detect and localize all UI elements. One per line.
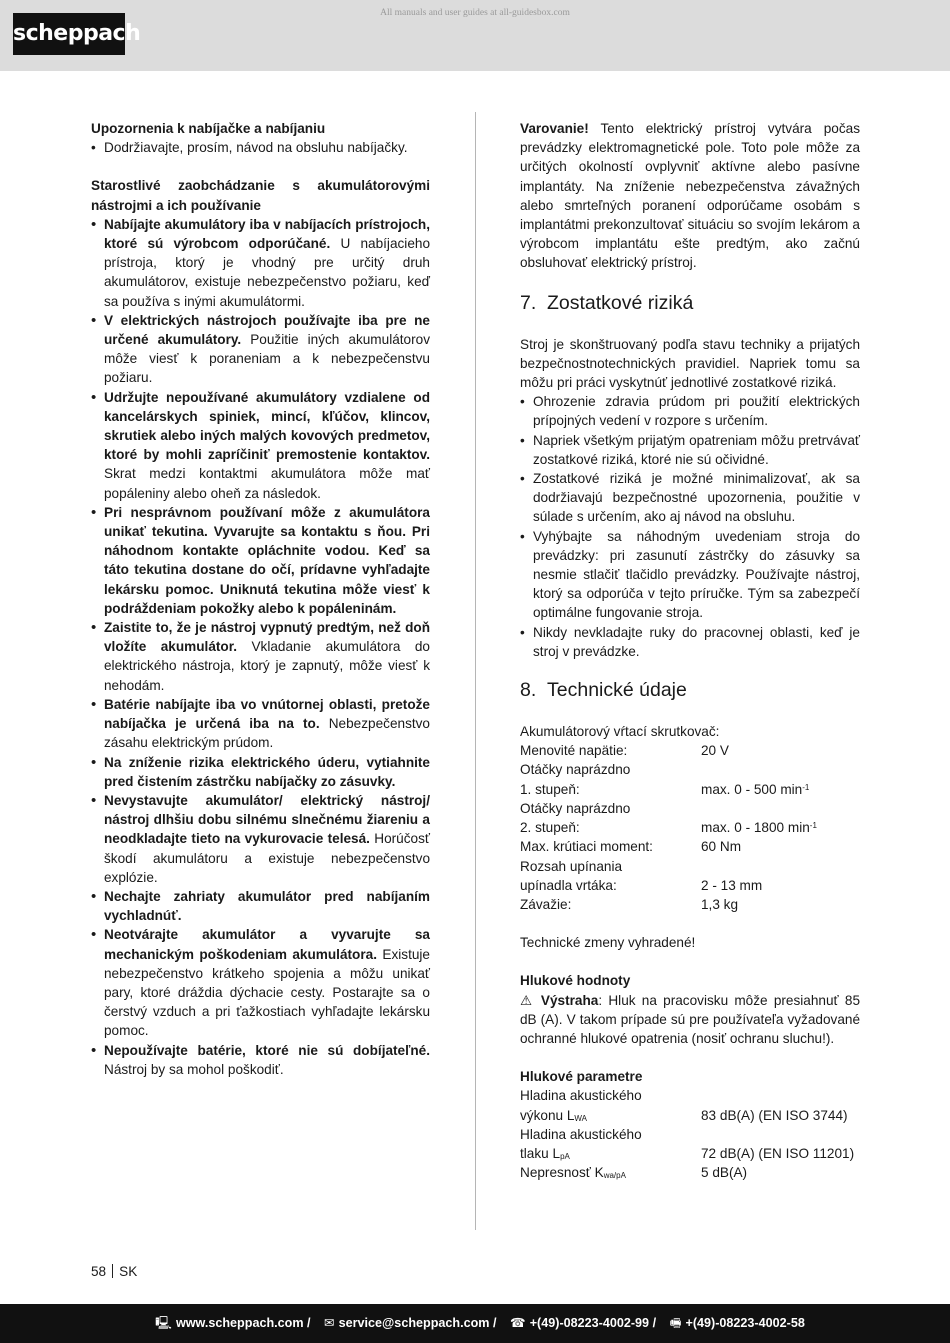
spec-row: upínadla vrtáka: 2 - 13 mm <box>520 877 763 893</box>
watermark-text: All manuals and user guides at all-guidesbox.com <box>380 8 570 18</box>
section-7-intro: Stroj je skonštruovaný podľa stavu techniky a prijatých bezpečnostnotechnických pravidiel. Napriek tomu sa môžu pri práci vyskytnúť jednotlivé zostatkové riziká. <box>520 336 860 391</box>
warning-paragraph <box>520 119 860 273</box>
right-column <box>520 119 860 1182</box>
care-title: Starostlivé zaobchádzanie s akumulátorovými nástrojmi a ich používanie <box>91 178 430 213</box>
page-header <box>0 0 950 71</box>
params-title: Hlukové parametre <box>520 1069 643 1085</box>
risk-list-item: • Nikdy nevkladajte ruky do pracovnej oblasti, keď je stroj v prevádzke. <box>520 623 860 661</box>
noise-param-row: Nepresnosť $K_{wa/pA}$ 5 dB(A) <box>520 1165 748 1181</box>
fax-icon: 🖷 <box>669 1316 682 1330</box>
page-number-value: 58 <box>91 1264 107 1279</box>
footer-web-link[interactable]: www.scheppach.com <box>175 1316 304 1330</box>
spec-row: Rozsah upínania <box>520 858 623 874</box>
noise-warning-text: : Hluk na pracovisku môže presiahnuť 85 dB (A). V takom prípade sú pre používateľa vyžadované ochranné hlukové opatrenia (nosiť ochranu sluchu!). <box>520 992 861 1046</box>
spec-row: Otáčky naprázdno <box>520 800 631 816</box>
spec-row: Otáčky naprázdno <box>520 762 631 778</box>
footer-email-link[interactable]: service@scheppach.com <box>338 1316 490 1330</box>
risk-list-item: • Vyhýbajte sa náhodným uvedeniam stroja do prevádzky: pri zasunutí zástrčky do zásuvky sa nesmie stlačiť tlačidlo prevádzky. Používajte nástroj, ktorý sa odporúča v tejto príručke. Tým sa zabezpečí optimálne fungovanie stroja. <box>520 527 860 623</box>
care-list-item: • Na zníženie rizika elektrického úderu, vytiahnite pred čistením zástrčku nabíjačky zo zásuvky. <box>91 753 430 791</box>
spec-row: Menovité napätie: 20 V <box>520 743 729 759</box>
noise-params-table <box>520 1086 860 1182</box>
charger-list <box>91 138 430 157</box>
phone-icon: ☎ <box>510 1316 526 1330</box>
noise-param-row: tlaku $L_{pA}$ 72 dB(A) (EN ISO 11201) <box>520 1145 855 1161</box>
care-list-item: • Nevystavujte akumulátor/ elektrický nástroj/ nástroj dlhšiu dobu silnému slnečnému žiareniu a neodkladajte tieto na vykurovacie telesá. Horúčosť škodí akumulátoru a existuje nebezpečenstvo explózie. <box>91 791 430 887</box>
noise-title: Hlukové hodnoty <box>520 973 631 989</box>
section-8-heading <box>520 678 860 702</box>
spec-row: 2. stupeň: max. 0 - 1800 $\min^{-1}$ <box>520 820 817 836</box>
noise-warning-label: Výstraha <box>540 992 599 1008</box>
spec-intro: Akumulátorový vŕtací skrutkovač: <box>520 724 720 740</box>
spec-row: Max. krútiaci moment: 60 Nm <box>520 839 742 855</box>
footer-phone: +(49)-08223-4002-99 <box>529 1316 650 1330</box>
spec-row: 1. stupeň: max. 0 - 500 $\min^{-1}$ <box>520 781 810 797</box>
list-item: • Dodržiavajte, prosím, návod na obsluhu nabíjačky. <box>91 138 430 157</box>
care-list-item: • Nabíjajte akumulátory iba v nabíjacích prístrojoch, ktoré sú výrobcom odporúčané. U nabíjacieho prístroja, ktorý je vhodný pre určitý druh akumulátorov, existuje nebezpečenstvo požiaru, keď sa používa s inými akumulátormi. <box>91 215 430 311</box>
care-list-item: • Pri nesprávnom používaní môže z akumulátora unikať tekutina. Vyvarujte sa kontaktu s ňou. Pri náhodnom kontakte opláchnite vodou. Keď sa táto tekutina dostane do očí, prídavne vyhľadajte lekársku pomoc. Uniknutá tekutina môže viesť k podráždeniam pokožky alebo k popáleninám. <box>91 503 430 618</box>
care-list-item: • Neotvárajte akumulátor a vyvarujte sa mechanickým poškodeniam akumulátora. Existuje nebezpečenstvo krátkeho spojenia a môžu unikať pary, ktoré dráždia dýchacie cesty. Postarajte sa o čerstvý vzduch a pri ťažkostiach vyhľadajte lekársku pomoc. <box>91 925 430 1040</box>
care-list <box>91 215 430 1079</box>
tech-changes-note: Technické zmeny vyhradené! <box>520 935 696 951</box>
care-list-item: • V elektrických nástrojoch používajte iba pre ne určené akumulátory. Použitie iných akumulátorov môže viesť k poraneniam a k nebezpečenstvu požiaru. <box>91 311 430 388</box>
risk-list <box>520 392 860 661</box>
page-footer: 🖳 www.scheppach.com / ✉ service@scheppach.com / ☎ +(49)-08223-4002-99 / 🖷 +(49)-08223-4002-58 <box>0 1304 950 1343</box>
noise-param-row: Hladina akustického <box>520 1088 642 1104</box>
section-7-heading <box>520 291 860 315</box>
section-number: 7. <box>520 291 537 314</box>
care-list-item: • Nechajte zahriaty akumulátor pred nabíjaním vychladnúť. <box>91 887 430 925</box>
risk-list-item: • Napriek všetkým prijatým opatreniam môžu pretrvávať zostatkové riziká, ktoré nie sú očividné. <box>520 431 860 469</box>
charger-title: Upozornenia k nabíjačke a nabíjaniu <box>91 121 326 136</box>
spec-row: Závažie: 1,3 kg <box>520 896 739 912</box>
warning-triangle-icon: ⚠ <box>520 992 535 1008</box>
care-list-item: • Udržujte nepoužívané akumulátory vzdialene od kancelárskych spiniek, mincí, kľúčov, klincov, skrutiek alebo iných malých kovových predmetov, ktoré by mohli zapríčiniť premostenie kontaktov. Skrat medzi kontaktmi akumulátora môže mať popáleniny alebo oheň za následok. <box>91 388 430 503</box>
care-list-item: • Zaistite to, že je nástroj vypnutý predtým, než doň vložíte akumulátor. Vkladanie akumulátora do elektrického nástroja, ktorý je zapnutý, môže viesť k nehodám. <box>91 618 430 695</box>
section-title: Technické údaje <box>547 679 687 702</box>
left-column <box>91 119 430 1079</box>
column-divider <box>475 112 476 1230</box>
page-number <box>91 1264 137 1279</box>
page-separator <box>112 1264 113 1278</box>
warning-text: Tento elektrický prístroj vytvára počas prevádzky elektromagnetické pole. Toto pole môže za určitých okolností ovplyvniť aktívne alebo pasívne implantáty. Na zníženie nebezpečenstva závažných alebo smrteľných poranení odporúčame osobám s implantátmi prekonzultovať situáciu so svojím lekárom a výrobcom implantátu ešte predtým, ako začnú obsluhovať elektrický prístroj. <box>520 121 860 271</box>
spec-table <box>520 741 860 914</box>
computer-icon: 🖳 <box>155 1316 172 1330</box>
risk-list-item: • Zostatkové riziká je možné minimalizovať, ak sa dodržiavajú bezpečnostné upozornenia, použitie v súlade s určením, ako aj návod na obsluhu. <box>520 469 860 527</box>
scheppach-logo: scheppach <box>13 13 125 55</box>
risk-list-item: • Ohrozenie zdravia prúdom pri použití elektrických prípojných vedení v rozpore s určením. <box>520 392 860 430</box>
care-list-item: • Nepoužívajte batérie, ktoré nie sú dobíjateľné. Nástroj by sa mohol poškodiť. <box>91 1041 430 1079</box>
care-list-item: • Batérie nabíjajte iba vo vnútornej oblasti, pretože nabíjačka je určená iba na to. Nebezpečenstvo zásahu elektrickým prúdom. <box>91 695 430 753</box>
noise-param-row: výkonu $L_{WA}$ 83 dB(A) (EN ISO 3744) <box>520 1107 848 1123</box>
noise-param-row: Hladina akustického <box>520 1126 642 1142</box>
noise-warning <box>520 991 860 1049</box>
section-title: Zostatkové riziká <box>547 291 694 314</box>
mail-icon: ✉ <box>324 1316 335 1330</box>
section-number: 8. <box>520 679 537 702</box>
warning-label: Varovanie! <box>520 121 589 136</box>
footer-fax: +(49)-08223-4002-58 <box>685 1316 805 1330</box>
page-language: SK <box>119 1264 138 1279</box>
